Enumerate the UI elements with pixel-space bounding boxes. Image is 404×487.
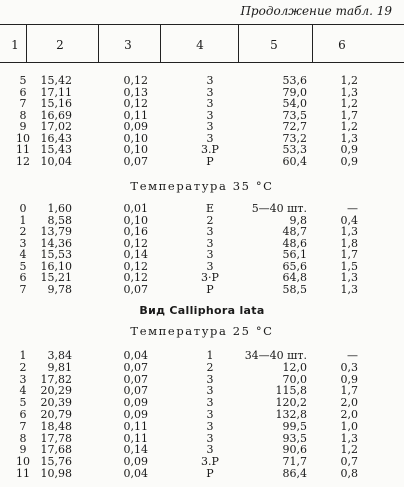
table-cell: 6 <box>19 271 27 284</box>
table-cell: 72,7 <box>282 120 307 133</box>
table-cell: 17,82 <box>40 372 72 386</box>
table-row <box>0 421 404 433</box>
table-cell: 0,12 <box>123 236 148 250</box>
table-cell: 13,79 <box>40 225 72 238</box>
table-cell: 1,3 <box>340 282 358 296</box>
table-cell: 7 <box>19 282 27 296</box>
table-cell: 0,12 <box>123 74 148 87</box>
table-cell: 3 <box>206 408 214 421</box>
table-cell: 1,2 <box>340 97 358 110</box>
table-cell: 93,5 <box>282 431 307 445</box>
column-header: 2 <box>56 38 64 52</box>
table-cell: 1,8 <box>340 236 358 250</box>
table-row <box>0 362 404 374</box>
table-cell: 20,39 <box>40 396 72 410</box>
table-cell: 8,58 <box>47 213 72 227</box>
table-cell: 60,4 <box>282 154 307 168</box>
table-cell: 16,69 <box>40 108 72 122</box>
table-row <box>0 284 404 296</box>
table-cell: 2 <box>19 360 27 374</box>
table-cell: 17,11 <box>40 85 72 99</box>
table-cell: 5—40 шт. <box>251 202 307 215</box>
table-cell: 6 <box>19 85 27 99</box>
table-cell: 0,09 <box>123 396 148 410</box>
table-cell: 3 <box>206 259 214 273</box>
table-cell: 1,2 <box>340 120 358 133</box>
table-cell: P <box>206 282 214 296</box>
table-cell: 1,7 <box>340 384 358 398</box>
column-divider <box>98 24 99 62</box>
table-cell: 10 <box>16 131 30 145</box>
table-cell: 0,11 <box>123 431 148 445</box>
table-cell: 4 <box>19 384 27 398</box>
section-heading: Температура 25 °С <box>130 324 274 338</box>
table-cell: 0,7 <box>340 455 358 469</box>
table-cell: 3 <box>206 443 214 457</box>
table-cell: 9 <box>19 120 27 133</box>
table-cell: 20,79 <box>40 408 72 421</box>
table-cell: 0,09 <box>123 408 148 421</box>
table-cell: 11 <box>16 467 30 480</box>
table-cell: 15,76 <box>40 455 72 469</box>
table-cell: 3 <box>206 108 214 122</box>
table-cell: 3 <box>206 384 214 398</box>
table-cell: 0,8 <box>340 467 358 480</box>
table-cell: 5 <box>19 259 27 273</box>
column-header: 5 <box>270 38 278 52</box>
table-cell: 3 <box>206 431 214 445</box>
table-cell: 0,4 <box>340 213 358 227</box>
table-cell: 0,10 <box>123 213 148 227</box>
table-cell: 3 <box>206 419 214 433</box>
table-cell: 120,2 <box>275 396 307 410</box>
table-cell: 115,8 <box>275 384 307 398</box>
table-cell: 54,0 <box>282 97 307 110</box>
column-header: 3 <box>124 38 132 52</box>
table-cell: 2 <box>19 225 27 238</box>
table-cell: 0,9 <box>340 372 358 386</box>
table-cell: 12 <box>16 154 30 168</box>
table-cell: 10,98 <box>40 467 72 480</box>
table-cell: 7 <box>19 419 27 433</box>
table-cell: 5 <box>19 396 27 410</box>
table-cell: 15,42 <box>40 74 72 87</box>
table-cell: 0,09 <box>123 120 148 133</box>
table-cell: 1,7 <box>340 108 358 122</box>
column-divider <box>160 24 161 62</box>
table-cell: 0,12 <box>123 259 148 273</box>
table-cell: 16,43 <box>40 131 72 145</box>
table-cell: — <box>347 202 358 215</box>
table-cell: 3 <box>19 236 27 250</box>
table-cell: 99,5 <box>282 419 307 433</box>
table-cell: 1,2 <box>340 74 358 87</box>
table-cell: 15,43 <box>40 143 72 156</box>
table-cell: 1,3 <box>340 85 358 99</box>
table-row <box>0 156 404 168</box>
table-cell: 0,10 <box>123 143 148 156</box>
table-cell: 2,0 <box>340 408 358 421</box>
table-cell: 48,6 <box>282 236 307 250</box>
table-cell: 1,3 <box>340 225 358 238</box>
table-cell: 3 <box>206 372 214 386</box>
table-cell: 3·P <box>201 271 219 284</box>
table-cell: 0,13 <box>123 85 148 99</box>
table-cell: 3 <box>206 120 214 133</box>
table-cell: 1,7 <box>340 248 358 261</box>
column-divider <box>312 24 313 62</box>
table-cell: 0,3 <box>340 360 358 374</box>
table-cell: 1,60 <box>47 202 72 215</box>
table-cell: 0,07 <box>123 360 148 374</box>
species-heading: Вид Calliphora lata <box>139 304 265 317</box>
table-cell: 0,12 <box>123 271 148 284</box>
table-cell: 0 <box>19 202 27 215</box>
table-cell: 9,81 <box>47 360 72 374</box>
table-cell: 3 <box>206 131 214 145</box>
table-cell: 14,36 <box>40 236 72 250</box>
table-cell: 0,10 <box>123 131 148 145</box>
table-cell: 0,04 <box>123 349 148 362</box>
table-cell: 2,0 <box>340 396 358 410</box>
table-cell: 79,0 <box>282 85 307 99</box>
table-cell: 8 <box>19 431 27 445</box>
table-cell: 0,07 <box>123 372 148 386</box>
table-cell: 3 <box>206 248 214 261</box>
table-cell: 34—40 шт. <box>244 349 307 362</box>
table-cell: 17,78 <box>40 431 72 445</box>
table-cell: 0,12 <box>123 97 148 110</box>
table-cell: 7 <box>19 97 27 110</box>
table-cell: 1 <box>206 349 214 362</box>
table-cell: 9,8 <box>289 213 307 227</box>
table-cell: 3 <box>19 372 27 386</box>
table-cell: 8 <box>19 108 27 122</box>
table-cell: — <box>347 349 358 362</box>
table-cell: 56,1 <box>282 248 307 261</box>
table-cell: 1,3 <box>340 271 358 284</box>
table-cell: 1,3 <box>340 131 358 145</box>
table-cell: 3 <box>206 97 214 110</box>
table-cell: 0,01 <box>123 202 148 215</box>
column-header: 1 <box>11 38 19 52</box>
table-cell: 3.P <box>201 143 219 156</box>
table-cell: 65,6 <box>282 259 307 273</box>
table-cell: 0,14 <box>123 443 148 457</box>
table-cell: 3 <box>206 74 214 87</box>
table-cell: 2 <box>206 360 214 374</box>
column-header: 6 <box>338 38 346 52</box>
table-cell: 1,0 <box>340 419 358 433</box>
table-cell: 0,07 <box>123 384 148 398</box>
table-cell: 64,8 <box>282 271 307 284</box>
table-cell: Е <box>205 202 215 215</box>
table-cell: 15,21 <box>40 271 72 284</box>
table-cell: 17,68 <box>40 443 72 457</box>
table-cell: 73,2 <box>282 131 307 145</box>
table-caption: Продолжение табл. 19 <box>240 4 392 18</box>
table-cell: 12,0 <box>282 360 307 374</box>
table-cell: 90,6 <box>282 443 307 457</box>
table-cell: 17,02 <box>40 120 72 133</box>
table-cell: 1,3 <box>340 431 358 445</box>
table-cell: 10 <box>16 455 30 469</box>
table-cell: 1,5 <box>340 259 358 273</box>
table-cell: 0,07 <box>123 282 148 296</box>
table-cell: 15,53 <box>40 248 72 261</box>
table-cell: 15,16 <box>40 97 72 110</box>
column-divider <box>238 24 239 62</box>
column-divider <box>26 24 27 62</box>
table-cell: 3.P <box>201 455 219 469</box>
table-cell: 0,11 <box>123 419 148 433</box>
table-cell: 9 <box>19 443 27 457</box>
table-cell: 3 <box>206 225 214 238</box>
table-cell: 53,3 <box>282 143 307 156</box>
table-cell: 3 <box>206 85 214 99</box>
table-cell: P <box>206 154 214 168</box>
table-cell: 0,04 <box>123 467 148 480</box>
table-cell: 18,48 <box>40 419 72 433</box>
table-cell: 2 <box>206 213 214 227</box>
section-heading: Температура 35 °С <box>130 179 274 193</box>
table-cell: 0,9 <box>340 143 358 156</box>
table-cell: 9,78 <box>47 282 72 296</box>
table-cell: 0,9 <box>340 154 358 168</box>
table-cell: 5 <box>19 74 27 87</box>
column-header: 4 <box>196 38 204 52</box>
table-cell: 132,8 <box>275 408 307 421</box>
table-cell: 0,07 <box>123 154 148 168</box>
table-cell: 58,5 <box>282 282 307 296</box>
table-cell: P <box>206 467 214 480</box>
table-cell: 3,84 <box>47 349 72 362</box>
table-cell: 70,0 <box>282 372 307 386</box>
header-rule <box>0 62 404 63</box>
top-rule <box>0 24 404 25</box>
table-cell: 11 <box>16 143 30 156</box>
table-cell: 4 <box>19 248 27 261</box>
table-cell: 1 <box>19 213 27 227</box>
table-cell: 86,4 <box>282 467 307 480</box>
table-cell: 53,6 <box>282 74 307 87</box>
table-cell: 3 <box>206 236 214 250</box>
table-cell: 48,7 <box>282 225 307 238</box>
table-cell: 10,04 <box>40 154 72 168</box>
table-cell: 0,16 <box>123 225 148 238</box>
table-cell: 0,14 <box>123 248 148 261</box>
table-cell: 0,11 <box>123 108 148 122</box>
table-row <box>0 468 404 480</box>
table-cell: 3 <box>206 396 214 410</box>
table-cell: 1 <box>19 349 27 362</box>
table-cell: 1,2 <box>340 443 358 457</box>
table-cell: 16,10 <box>40 259 72 273</box>
table-cell: 0,09 <box>123 455 148 469</box>
table-cell: 6 <box>19 408 27 421</box>
table-cell: 71,7 <box>282 455 307 469</box>
table-cell: 20,29 <box>40 384 72 398</box>
table-cell: 73,5 <box>282 108 307 122</box>
